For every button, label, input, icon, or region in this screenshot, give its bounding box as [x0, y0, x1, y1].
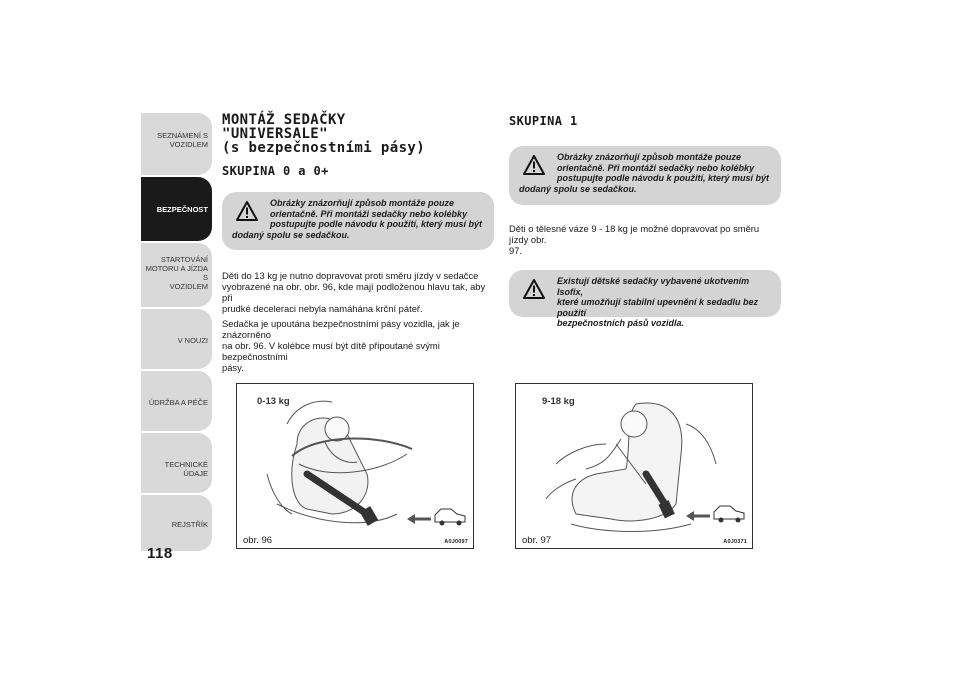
- warning-box: Obrázky znázorňují způsob montáže pouze orientačně. Při montáži sedačky nebo kolébky postupujte podle návodu k použití, který musí být dodaný spolu se sedačkou.: [509, 146, 781, 205]
- section-title: MONTÁŽ SEDAČKY "UNIVERSALE" (s bezpečnostními pásy): [222, 112, 426, 156]
- warning-triangle-icon: [523, 155, 545, 175]
- page-number: 118: [147, 545, 173, 562]
- car-direction-icon: [407, 509, 465, 526]
- figure-code: A0J0371: [723, 539, 747, 545]
- figure-96: [236, 383, 474, 549]
- tab-startovani-motoru[interactable]: STARTOVÁNÍ MOTORU A JÍZDA S VOZIDLEM: [141, 243, 212, 307]
- warning-triangle-icon: [523, 279, 545, 299]
- car-direction-icon: [686, 506, 744, 523]
- figure-caption: obr. 97: [522, 535, 552, 546]
- warning-box: Obrázky znázorňují způsob montáže pouze orientačně. Při montáži sedačky nebo kolébky postupujte podle návodu k použití, který musí být dodaný spolu se sedačkou.: [222, 192, 494, 250]
- isofix-warning-box: Existují dětské sedačky vybavené ukotvením Isofix, které umožňují stabilní upevnění k sedadlu bez použití bezpečnostních pásů vozidla.: [509, 270, 781, 317]
- tab-v-nouzi[interactable]: V NOUZI: [141, 309, 212, 369]
- warning-triangle-icon: [236, 201, 258, 221]
- tab-seznameni-s-vozidlem[interactable]: SEZNÁMENÍ S VOZIDLEM: [141, 113, 212, 175]
- right-column: [509, 113, 781, 328]
- tab-rejstrik[interactable]: REJSTŘÍK: [141, 495, 212, 551]
- figure-code: A0J0097: [444, 539, 468, 545]
- paragraph-belt: Sedačka je upoutána bezpečnostními pásy vozidla, jak je znázorněno na obr. 96. V kolébce musí být dítě připoutané svými bezpečnostními pásy.: [222, 318, 460, 373]
- paragraph-infants: Děti do 13 kg je nutno dopravovat proti směru jízdy v sedačce vyobrazené na obr. obr. 96, kde mají podloženou hlavu tak, aby při prudké deceleraci nebyla namáhána krční páteř.: [222, 270, 486, 314]
- figure-97: [515, 383, 753, 549]
- figure-weight-label: 0-13 kg: [257, 396, 290, 407]
- group-1-heading: SKUPINA 1: [509, 114, 578, 128]
- group-0-heading: SKUPINA 0 a 0+: [222, 164, 329, 178]
- child-seat-illustration: [516, 384, 752, 548]
- tab-udrzba-a-pece[interactable]: ÚDRŽBA A PÉČE: [141, 371, 212, 431]
- tab-technicke-udaje[interactable]: TECHNICKÉ ÚDAJE: [141, 433, 212, 493]
- chapter-tabs: [141, 113, 212, 553]
- left-column: [222, 113, 494, 373]
- paragraph-group1: Děti o tělesné váze 9 - 18 kg je možné dopravovat po směru jízdy obr. 97.: [509, 223, 760, 256]
- figure-caption: obr. 96: [243, 535, 273, 546]
- figure-weight-label: 9-18 kg: [542, 396, 575, 407]
- tab-bezpecnost[interactable]: BEZPEČNOST: [141, 177, 212, 241]
- infant-carrier-illustration: [237, 384, 473, 548]
